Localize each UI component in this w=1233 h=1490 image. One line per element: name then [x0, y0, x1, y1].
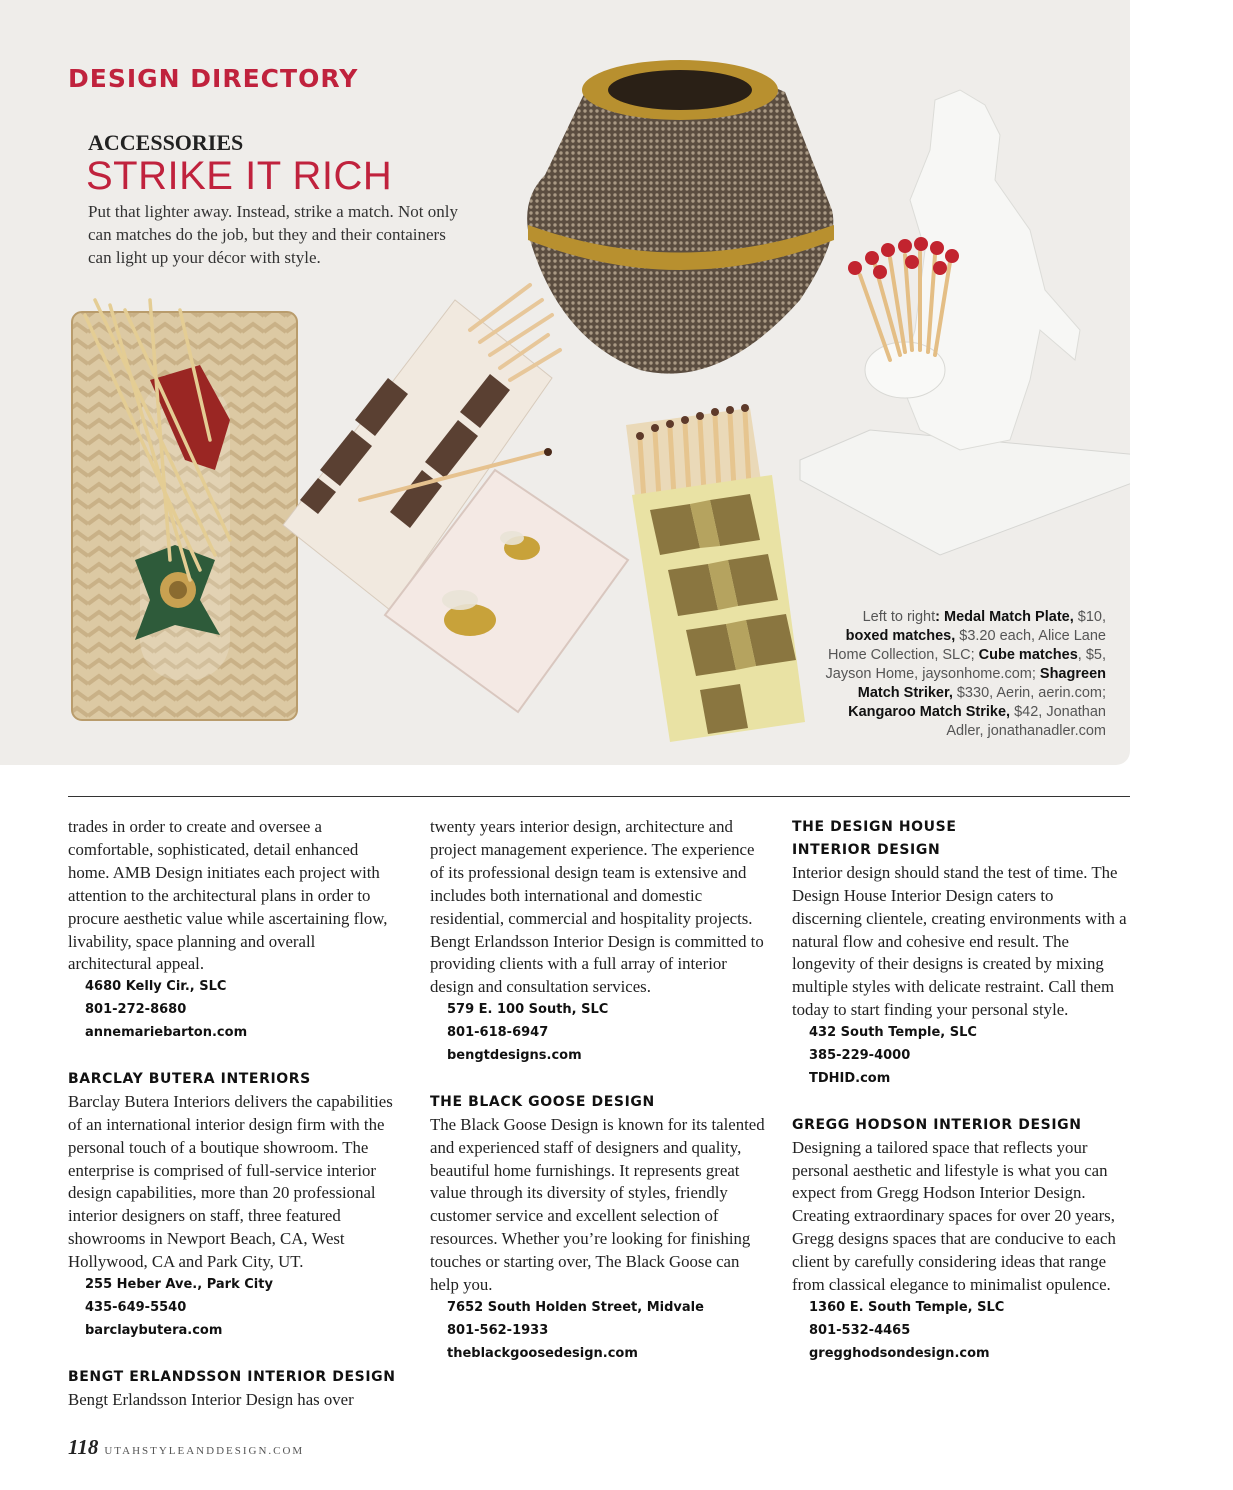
- listing-phone: 801-618-6947: [447, 1025, 549, 1041]
- listing-website[interactable]: TDHID.com: [809, 1070, 891, 1086]
- listing-heading: BARCLAY BUTERA INTERIORS: [68, 1070, 311, 1087]
- listing-website[interactable]: bengtdesigns.com: [447, 1048, 582, 1064]
- listing-heading: BENGT ERLANDSSON INTERIOR DESIGN: [68, 1368, 396, 1385]
- listing-phone: 801-532-4465: [809, 1322, 911, 1338]
- listing-website[interactable]: annemariebarton.com: [85, 1025, 248, 1041]
- listing-address: 1360 E. South Temple, SLC: [809, 1300, 1005, 1316]
- listing-text: Designing a tailored space that reflects your personal aesthetic and lifestyle is what you can expect from Gregg Hodson Interior Design. Creating extraordinary spaces for over 20 years, Gregg designs spaces that are conducive to each client by carefully considering ideas that range from classical elegance to minimalist opulence.: [792, 1137, 1116, 1295]
- feature-kicker: ACCESSORIES: [88, 130, 244, 155]
- listing-text: The Black Goose Design is known for its talented and experienced staff of designers and quality, beautiful home furnishings. It represents great value through its diversity of styles, friendly customer service and excellent selection of resources. Whether you’re looking for finishing touches or starting over, The Black Goose can help you.: [430, 1114, 765, 1295]
- section-divider: [68, 796, 1130, 797]
- shagreen-match-striker-image: [527, 60, 834, 374]
- listing-address: 255 Heber Ave., Park City: [85, 1277, 273, 1293]
- listing-heading: INTERIOR DESIGN: [792, 841, 941, 858]
- kangaroo-match-strike-image: [800, 90, 1130, 555]
- page-footer: [68, 1435, 304, 1460]
- section-label: DESIGN DIRECTORY: [68, 64, 359, 93]
- listing-text: Barclay Butera Interiors delivers the capabilities of an international interior design firm with the personal touch of a boutique showroom. The enterprise is comprised of full-service interior design capabilities, more than 20 professional interior designers on staff, three featured showrooms in Newport Beach, CA, West Hollywood, CA and Park City, UT.: [68, 1091, 393, 1272]
- listing-address: 579 E. 100 South, SLC: [447, 1002, 609, 1018]
- cube-matches-image: [626, 404, 805, 742]
- listing-text: Interior design should stand the test of time. The Design House Interior Design caters to discerning clientele, creating environments with a natural flow and cohesive end result. The longevity of their designs is created by mixing multiple styles with delicate restraint. Call them today to start finding your personal style.: [792, 862, 1127, 1020]
- directory-column-3: [792, 816, 1127, 1366]
- listing-heading: THE BLACK GOOSE DESIGN: [430, 1093, 655, 1110]
- listing-website[interactable]: theblackgoosedesign.com: [447, 1345, 638, 1361]
- listing-phone: 801-562-1933: [447, 1322, 549, 1338]
- listing-phone: 801-272-8680: [85, 1002, 187, 1018]
- directory-column-1: [68, 816, 403, 1412]
- listing-address: 7652 South Holden Street, Midvale: [447, 1300, 704, 1316]
- directory-column-2: [430, 816, 765, 1366]
- feature-headline: STRIKE IT RICH: [86, 154, 393, 198]
- listing-phone: 385-229-4000: [809, 1048, 911, 1064]
- photo-caption: Left to right: Medal Match Plate, $10, boxed matches, $3.20 each, Alice Lane Home Collection, SLC; Cube matches, $5, Jayson Home, jaysonhome.com; Shagreen Match Striker, $330, Aerin, aerin.com; Kangaroo Match Strike, $42, Jonathan Adler, jonathanadler.com: [825, 609, 1106, 739]
- listing-phone: 435-649-5540: [85, 1300, 187, 1316]
- listing-address: 432 South Temple, SLC: [809, 1025, 977, 1041]
- feature-dek: Put that lighter away. Instead, strike a match. Not only can matches do the job, but they and their containers can light up your décor with style.: [88, 202, 458, 267]
- footer-site: UTAHSTYLEANDDESIGN.COM: [104, 1445, 305, 1457]
- listing-text: Bengt Erlandsson Interior Design has over: [68, 1389, 354, 1409]
- page-number: 118: [68, 1435, 99, 1459]
- listing-heading: THE DESIGN HOUSE: [792, 819, 957, 835]
- medal-match-plate-image: [72, 300, 297, 720]
- listing-address: 4680 Kelly Cir., SLC: [85, 979, 227, 995]
- listing-heading: GREGG HODSON INTERIOR DESIGN: [792, 1116, 1082, 1133]
- listing-text: twenty years interior design, architecture and project management experience. The experience of its professional design team is extensive and includes both international and domestic residential, commercial and hospitality projects. Bengt Erlandsson Interior Design is committed to providing clients with a full array of interior design and consultation services.: [430, 817, 764, 997]
- listing-website[interactable]: gregghodsondesign.com: [809, 1345, 990, 1361]
- listing-text: trades in order to create and oversee a comfortable, sophisticated, detail enhanced home. AMB Design initiates each project with attention to the architectural plans in order to procure aesthetic value while ascertaining flow, livability, space planning and overall architectural appeal.: [68, 817, 388, 974]
- listing-website[interactable]: barclaybutera.com: [85, 1322, 223, 1338]
